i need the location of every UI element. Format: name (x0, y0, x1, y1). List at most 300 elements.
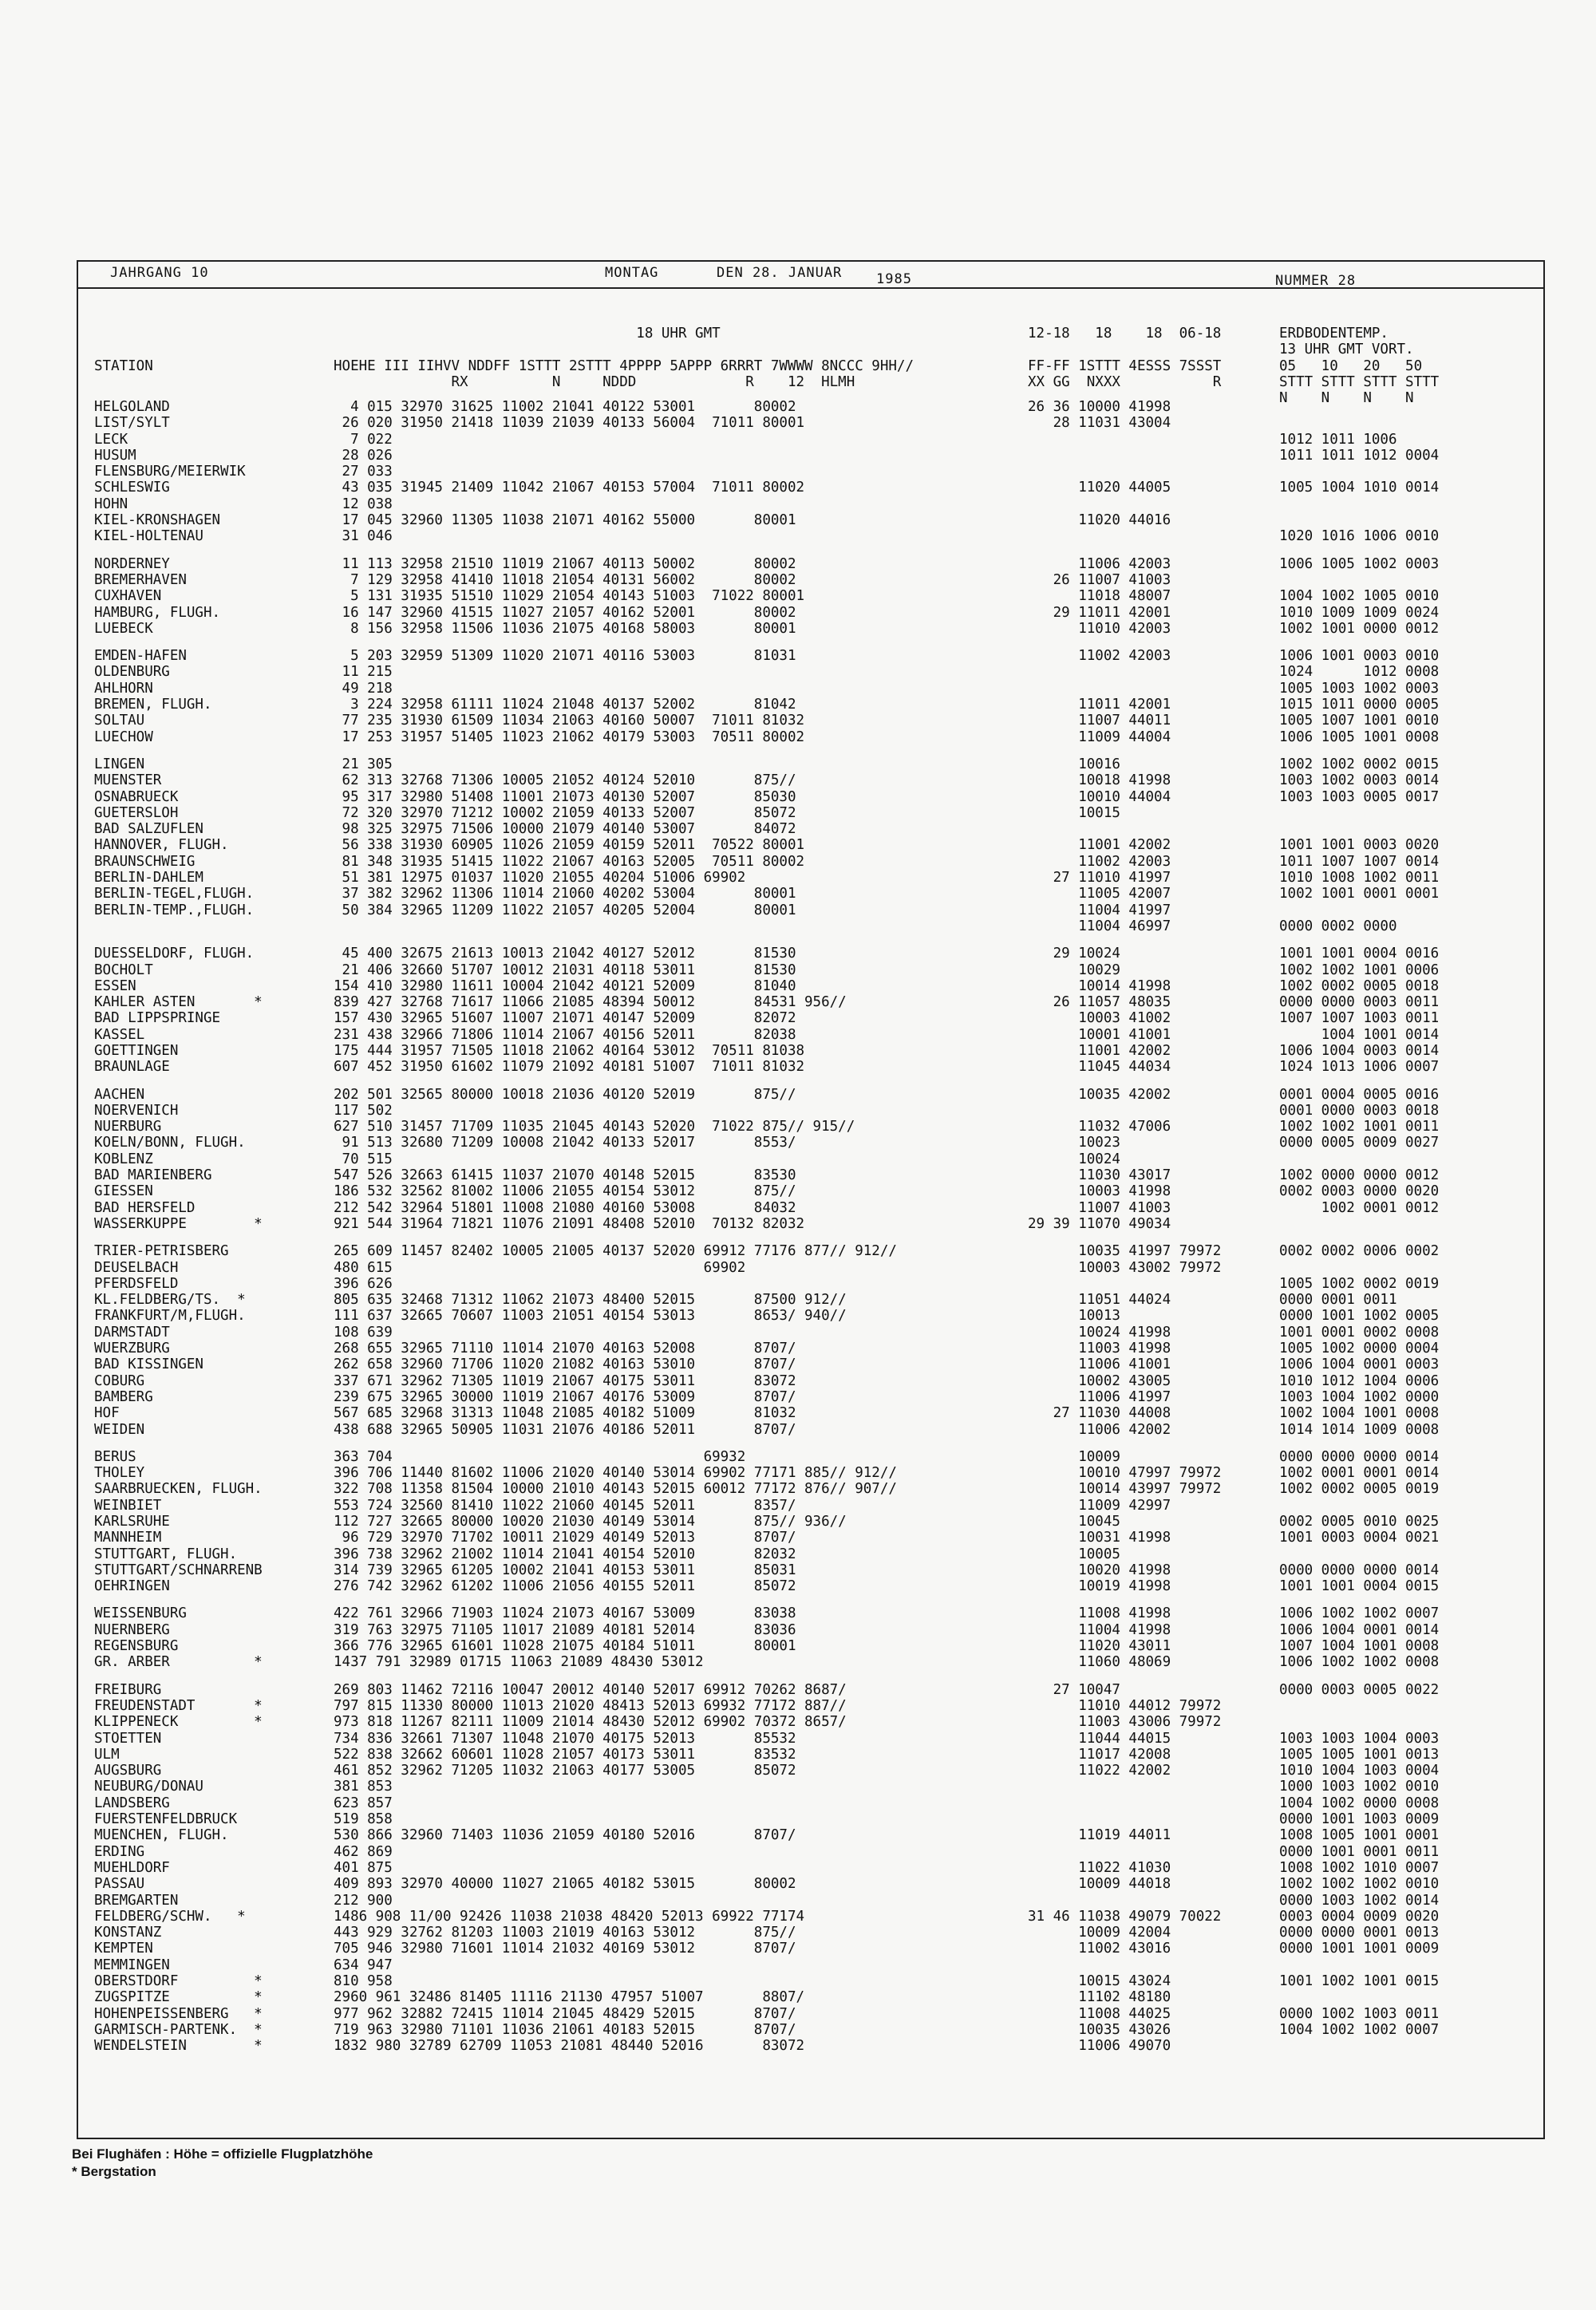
synop-values: 5 131 31935 51510 11029 21054 40143 51003 71022 80001 (334, 588, 805, 605)
period-values: 10029 (1028, 962, 1120, 978)
soil-temp-values: 1006 1002 1002 0008 (1279, 1654, 1440, 1671)
synop-values: 522 838 32662 60601 11028 21057 40173 53011 83532 (334, 1746, 796, 1763)
station-name: STUTTGART/SCHNARRENB (94, 1562, 263, 1578)
period-values: 11003 41998 (1028, 1341, 1171, 1357)
period-values: 10031 41998 (1028, 1530, 1171, 1546)
table-row (86, 496, 1539, 512)
period-values: 11007 44011 (1028, 713, 1171, 729)
period-values: 10010 44004 (1028, 788, 1171, 805)
table-row (86, 805, 1539, 821)
synop-values: 96 729 32970 71702 10011 21029 40149 52013 8707/ (334, 1530, 796, 1546)
station-name: STOETTEN (94, 1730, 162, 1747)
table-row (86, 1605, 1539, 1621)
station-name: BAD HERSFELD (94, 1199, 196, 1216)
period-values: 11006 41001 (1028, 1356, 1171, 1373)
soil-temp-values: 1002 0001 0012 (1279, 1199, 1440, 1216)
table-row (86, 588, 1539, 604)
station-name: SOLTAU (94, 713, 145, 729)
table-row (86, 946, 1539, 962)
station-name: BERLIN-TEGEL,FLUGH. (94, 886, 255, 902)
volume-label: JAHRGANG 10 (110, 265, 209, 281)
period-values: 11008 41998 (1028, 1605, 1171, 1622)
station-name: HELGOLAND (94, 399, 170, 415)
synop-values: 95 317 32980 51408 11001 21073 40130 52007 85030 (334, 788, 796, 805)
station-name: KEMPTEN (94, 1941, 153, 1957)
period-values: 11004 41997 (1028, 902, 1171, 918)
soil-temp-values: 0000 1001 1002 0005 (1279, 1308, 1440, 1325)
period-values: 11009 42997 (1028, 1497, 1171, 1514)
synop-values: 1486 908 11/00 92426 11038 21038 48420 52013 69922 77174 (334, 1908, 805, 1925)
table-row (86, 1010, 1539, 1026)
period-values: 11002 42003 (1028, 648, 1171, 665)
synop-values: 239 675 32965 30000 11019 21067 40176 53009 8707/ (334, 1388, 796, 1405)
station-column-header: STATION (94, 357, 153, 374)
station-name: BERLIN-DAHLEM (94, 870, 203, 886)
period-values: 11011 42001 (1028, 697, 1171, 713)
synop-values: 262 658 32960 71706 11020 21082 40163 53010 8707/ (334, 1356, 796, 1373)
table-row (86, 918, 1539, 934)
period-values: 11009 44004 (1028, 729, 1171, 745)
period-values: 11032 47006 (1028, 1119, 1171, 1135)
table-row (86, 1449, 1539, 1465)
period-column-header: FF-FF 1STTT 4ESSS 7SSST (1028, 357, 1222, 374)
soil-temp-values: 0000 0000 0000 0014 (1279, 1562, 1440, 1578)
table-row (86, 1860, 1539, 1876)
soil-temp-column-header: 05 10 20 50 (1279, 357, 1423, 374)
table-row (86, 1698, 1539, 1714)
station-name: MUENCHEN, FLUGH. (94, 1827, 229, 1844)
synop-values: 5 203 32959 51309 11020 21071 40116 53003 81031 (334, 648, 796, 665)
table-row (86, 1731, 1539, 1747)
synop-values: 62 313 32768 71306 10005 21052 40124 52010 875// (334, 772, 796, 789)
table-row (86, 978, 1539, 994)
station-name: HAMBURG, FLUGH. (94, 604, 221, 621)
period-values: 31 46 11038 49079 70022 (1028, 1908, 1222, 1925)
table-row (86, 1763, 1539, 1779)
soil-temp-values: 0002 0005 0010 0025 (1279, 1514, 1440, 1530)
synop-values: 734 836 32661 71307 11048 21070 40175 52013 85532 (334, 1730, 796, 1747)
station-name: STUTTGART, FLUGH. (94, 1546, 238, 1562)
synop-values: 462 869 (334, 1843, 393, 1860)
period-values: 11102 48180 (1028, 1989, 1171, 2006)
soil-temp-values: 1005 1003 1002 0003 (1279, 680, 1440, 697)
station-name: ERDING (94, 1843, 145, 1860)
table-row (86, 399, 1539, 415)
soil-temp-values: 1011 1007 1007 0014 (1279, 853, 1440, 870)
table-row (86, 1260, 1539, 1276)
table-row (86, 1325, 1539, 1341)
table-row (86, 1578, 1539, 1594)
table-row (86, 648, 1539, 664)
period-values: 11051 44024 (1028, 1292, 1171, 1309)
soil-temp-values: 0001 0004 0005 0016 (1279, 1086, 1440, 1103)
station-name: OEHRINGEN (94, 1578, 170, 1595)
station-name: ULM (94, 1746, 120, 1763)
soil-temp-values: 1002 0000 0000 0012 (1279, 1167, 1440, 1184)
synop-values: 634 947 (334, 1957, 393, 1973)
weekday-label: MONTAG (605, 265, 659, 281)
period-values: 11006 42003 (1028, 555, 1171, 572)
synop-column-header: 18 UHR GMT (334, 326, 721, 342)
synop-values: 480 615 69902 (334, 1259, 746, 1276)
period-values: 28 11031 43004 (1028, 415, 1171, 432)
synop-values: 366 776 32965 61601 11028 21075 40184 51011 80001 (334, 1638, 796, 1655)
soil-temp-values: 1008 1005 1001 0001 (1279, 1827, 1440, 1844)
period-values: 11022 41030 (1028, 1859, 1171, 1876)
period-values: 10019 41998 (1028, 1578, 1171, 1595)
soil-temp-values: 1004 1001 0014 (1279, 1026, 1440, 1043)
synop-values: 567 685 32968 31313 11048 21085 40182 51009 81032 (334, 1405, 796, 1422)
synop-values: 37 382 32962 11306 11014 21060 40202 53004 80001 (334, 886, 796, 902)
soil-temp-values: 1006 1002 1002 0007 (1279, 1605, 1440, 1622)
station-name: BRAUNSCHWEIG (94, 853, 196, 870)
period-values: 11030 43017 (1028, 1167, 1171, 1184)
soil-temp-values: 0000 0003 0005 0022 (1279, 1681, 1440, 1698)
table-row (86, 1292, 1539, 1308)
soil-temp-values: 1015 1011 0000 0005 (1279, 697, 1440, 713)
soil-temp-values: 1020 1016 1006 0010 (1279, 528, 1440, 545)
synop-values: 27 033 (334, 464, 393, 480)
synop-values: 111 637 32665 70607 11003 21051 40154 53013 8653/ 940// (334, 1308, 847, 1325)
table-row (86, 821, 1539, 837)
period-values: 11019 44011 (1028, 1827, 1171, 1844)
station-name: GOETTINGEN (94, 1042, 179, 1059)
period-values: 11001 42002 (1028, 1042, 1171, 1059)
soil-temp-values: 0000 0000 0000 0014 (1279, 1448, 1440, 1465)
station-name: OSNABRUECK (94, 788, 179, 805)
synop-values: 363 704 69932 (334, 1448, 746, 1465)
station-name: WASSERKUPPE * (94, 1215, 263, 1232)
period-values: 11022 42002 (1028, 1763, 1171, 1779)
soil-temp-values: 0000 0001 0011 (1279, 1292, 1397, 1309)
station-name: WEINBIET (94, 1497, 162, 1514)
station-name: NUERNBERG (94, 1621, 170, 1638)
synop-values: 117 502 (334, 1102, 393, 1119)
soil-temp-values: 1006 1005 1001 0008 (1279, 729, 1440, 745)
synop-values: 461 852 32962 71205 11032 21063 40177 53005 85072 (334, 1763, 796, 1779)
station-name: HOHENPEISSENBERG * (94, 2005, 263, 2022)
period-values: 10024 (1028, 1151, 1120, 1167)
synop-values: 112 727 32665 80000 10020 21030 40149 53014 875// 936// (334, 1514, 847, 1530)
synop-values: 70 515 (334, 1151, 393, 1167)
synop-values: 98 325 32975 71506 10000 21079 40140 53007 84072 (334, 821, 796, 838)
synop-values: 553 724 32560 81410 11022 21060 40145 52011 8357/ (334, 1497, 796, 1514)
table-row (86, 1200, 1539, 1216)
period-values: 11010 42003 (1028, 620, 1171, 637)
table-row (86, 664, 1539, 680)
table-row (86, 1167, 1539, 1183)
table-row (86, 1714, 1539, 1730)
table-row (86, 556, 1539, 572)
synop-values: 797 815 11330 80000 11013 21020 48413 52013 69932 77172 887// (334, 1697, 847, 1714)
synop-values: 337 671 32962 71305 11019 21067 40175 53011 83072 (334, 1372, 796, 1389)
soil-temp-values: 1004 1002 0000 0008 (1279, 1795, 1440, 1811)
soil-temp-values: 1003 1003 0005 0017 (1279, 788, 1440, 805)
table-row (86, 464, 1539, 480)
table-row (86, 1682, 1539, 1698)
soil-temp-values: 1006 1004 0001 0003 (1279, 1356, 1440, 1373)
soil-temp-values: 1006 1004 0001 0014 (1279, 1621, 1440, 1638)
station-name: AACHEN (94, 1086, 145, 1103)
table-row (86, 854, 1539, 870)
synop-values: 705 946 32980 71601 11014 21032 40169 53012 8707/ (334, 1941, 796, 1957)
synop-values: 265 609 11457 82402 10005 21005 40137 52020 69912 77176 877// 912// (334, 1243, 897, 1260)
period-values: 10005 (1028, 1546, 1120, 1562)
synop-values: 7 022 (334, 431, 393, 448)
soil-temp-column-header: N N N N (1279, 390, 1414, 407)
synop-values: 16 147 32960 41515 11027 21057 40162 52001 80002 (334, 604, 796, 621)
period-values: 11017 42008 (1028, 1746, 1171, 1763)
table-row (86, 729, 1539, 745)
table-row (86, 1893, 1539, 1909)
period-values: 10009 (1028, 1448, 1120, 1465)
table-row (86, 1103, 1539, 1119)
synop-values: 12 038 (334, 496, 393, 512)
table-row (86, 1925, 1539, 1941)
table-row (86, 1973, 1539, 1989)
station-name: SCHLESWIG (94, 480, 170, 496)
soil-temp-values: 1005 1002 0002 0019 (1279, 1275, 1440, 1292)
soil-temp-values: 0000 1002 1003 0011 (1279, 2005, 1440, 2022)
synop-values: 396 706 11440 81602 11006 21020 40140 53014 69902 77171 885// 912// (334, 1465, 897, 1482)
synop-values: 977 962 32882 72415 11014 21045 48429 52015 8707/ (334, 2005, 796, 2022)
station-name: PASSAU (94, 1876, 145, 1893)
synop-values: 91 513 32680 71209 10008 21042 40133 52017 8553/ (334, 1135, 796, 1151)
synop-values: 422 761 32966 71903 11024 21073 40167 53009 83038 (334, 1605, 796, 1622)
period-column-header: XX GG NXXX R (1028, 373, 1222, 390)
synop-column-header: RX N NDDD R 12 HLMH (334, 373, 855, 390)
table-row (86, 1119, 1539, 1135)
synop-values: 1437 791 32989 01715 11063 21089 48430 53012 (334, 1654, 704, 1671)
synop-values: 81 348 31935 51415 11022 21067 40163 52005 70511 80002 (334, 853, 805, 870)
synop-values: 28 026 (334, 447, 393, 464)
station-name: BOCHOLT (94, 962, 153, 978)
table-row (86, 1373, 1539, 1389)
station-name: EMDEN-HAFEN (94, 648, 187, 665)
table-row (86, 1465, 1539, 1481)
column-header-line (86, 358, 1539, 374)
table-row (86, 1811, 1539, 1827)
station-name: GR. ARBER * (94, 1654, 263, 1671)
synop-values: 396 738 32962 21002 11014 21041 40154 52010 82032 (334, 1546, 796, 1562)
station-name: FUERSTENFELDBRUCK (94, 1811, 238, 1828)
synop-values: 212 900 (334, 1892, 393, 1909)
period-values: 11018 48007 (1028, 588, 1171, 605)
period-values: 29 39 11070 49034 (1028, 1215, 1171, 1232)
table-row (86, 1308, 1539, 1324)
period-values: 11001 42002 (1028, 837, 1171, 854)
period-values: 27 11010 41997 (1028, 870, 1171, 886)
synop-values: 26 020 31950 21418 11039 21039 40133 56004 71011 80001 (334, 415, 805, 432)
soil-temp-values: 1002 1002 1001 0006 (1279, 962, 1440, 978)
header-rule (78, 287, 1543, 289)
station-name: ESSEN (94, 977, 136, 994)
table-row (86, 1389, 1539, 1405)
table-row (86, 870, 1539, 886)
table-row (86, 837, 1539, 853)
period-values: 11044 44015 (1028, 1730, 1171, 1747)
synop-values: 50 384 32965 11209 11022 21057 40205 52004 80001 (334, 902, 796, 918)
soil-temp-values: 1002 1001 0001 0001 (1279, 886, 1440, 902)
period-values: 11006 41997 (1028, 1388, 1171, 1405)
period-values: 10035 43026 (1028, 2021, 1171, 2038)
soil-temp-values: 0000 0000 0003 0011 (1279, 994, 1440, 1011)
synop-values: 175 444 31957 71505 11018 21062 40164 53012 70511 81038 (334, 1042, 805, 1059)
station-name: BAD KISSINGEN (94, 1356, 203, 1373)
soil-temp-values: 1011 1011 1012 0004 (1279, 447, 1440, 464)
soil-temp-values: 0002 0003 0000 0020 (1279, 1183, 1440, 1200)
soil-temp-values: 1002 0002 0005 0019 (1279, 1481, 1440, 1498)
period-values: 10009 42004 (1028, 1925, 1171, 1941)
period-values: 26 36 10000 41998 (1028, 399, 1171, 415)
soil-temp-values: 0000 1001 1001 0009 (1279, 1941, 1440, 1957)
soil-temp-column-header: ERDBODENTEMP. (1279, 326, 1389, 342)
synop-values: 921 544 31964 71821 11076 21091 48408 52010 70132 82032 (334, 1215, 805, 1232)
synop-values: 623 857 (334, 1795, 393, 1811)
synop-values: 381 853 (334, 1779, 393, 1795)
station-name: BRAUNLAGE (94, 1059, 170, 1076)
table-row (86, 994, 1539, 1010)
station-name: FRANKFURT/M,FLUGH. (94, 1308, 246, 1325)
station-name: KL.FELDBERG/TS. * (94, 1292, 246, 1309)
column-header-line (86, 326, 1539, 342)
station-name: NEUBURG/DONAU (94, 1779, 203, 1795)
soil-temp-values: 1002 1002 1001 0011 (1279, 1119, 1440, 1135)
table-row (86, 1654, 1539, 1670)
soil-temp-values: 1003 1004 1002 0000 (1279, 1388, 1440, 1405)
column-header-line (86, 342, 1539, 357)
table-row (86, 1546, 1539, 1562)
station-name: GUETERSLOH (94, 804, 179, 821)
synop-values: 202 501 32565 80000 10018 21036 40120 52019 875// (334, 1086, 796, 1103)
soil-temp-values: 1005 1005 1001 0013 (1279, 1746, 1440, 1763)
table-row (86, 1638, 1539, 1654)
station-name: LUECHOW (94, 729, 153, 745)
footnote-mountain-station: * Bergstation (72, 2164, 156, 2179)
table-row (86, 681, 1539, 697)
period-values: 10024 41998 (1028, 1324, 1171, 1341)
synop-values: 17 253 31957 51405 11023 21062 40179 53003 70511 80002 (334, 729, 805, 745)
table-row (86, 1183, 1539, 1199)
table-row (86, 2006, 1539, 2022)
table-row (86, 1341, 1539, 1356)
period-values: 11002 42003 (1028, 853, 1171, 870)
period-values: 10001 41001 (1028, 1026, 1171, 1043)
soil-temp-values: 0000 0000 0001 0013 (1279, 1925, 1440, 1941)
station-name: LUEBECK (94, 620, 153, 637)
station-name: CUXHAVEN (94, 588, 162, 605)
table-row (86, 1059, 1539, 1075)
synop-values: 17 045 32960 11305 11038 21071 40162 55000 80001 (334, 512, 796, 529)
station-name: BREMERHAVEN (94, 571, 187, 588)
table-row (86, 572, 1539, 588)
soil-temp-values: 1003 1002 0003 0014 (1279, 772, 1440, 789)
station-name: KARLSRUHE (94, 1514, 170, 1530)
table-row (86, 528, 1539, 544)
station-name: KASSEL (94, 1026, 145, 1043)
soil-temp-values: 0000 1003 1002 0014 (1279, 1892, 1440, 1909)
period-values: 29 10024 (1028, 946, 1120, 962)
soil-temp-values: 0000 1001 1003 0009 (1279, 1811, 1440, 1828)
period-values: 10018 41998 (1028, 772, 1171, 789)
station-name: BERUS (94, 1448, 136, 1465)
soil-temp-values: 1005 1002 0000 0004 (1279, 1341, 1440, 1357)
soil-temp-column-header: 13 UHR GMT VORT. (1279, 342, 1414, 358)
period-values: 11020 43011 (1028, 1638, 1171, 1655)
table-row (86, 1795, 1539, 1811)
soil-temp-values: 1007 1007 1003 0011 (1279, 1010, 1440, 1027)
table-row (86, 448, 1539, 464)
synop-values: 276 742 32962 61202 11006 21056 40155 52011 85072 (334, 1578, 796, 1595)
station-name: WEISSENBURG (94, 1605, 187, 1622)
table-row (86, 2038, 1539, 2054)
soil-temp-values: 1001 0001 0002 0008 (1279, 1324, 1440, 1341)
table-row (86, 1027, 1539, 1043)
station-name: KAHLER ASTEN * (94, 994, 263, 1011)
table-row (86, 1481, 1539, 1497)
station-name: DUESSELDORF, FLUGH. (94, 946, 255, 962)
station-name: KOELN/BONN, FLUGH. (94, 1135, 246, 1151)
soil-temp-values: 1010 1012 1004 0006 (1279, 1372, 1440, 1389)
station-name: FELDBERG/SCHW. * (94, 1908, 246, 1925)
soil-temp-column-header: STTT STTT STTT STTT (1279, 373, 1440, 390)
synop-values: 43 035 31945 21409 11042 21067 40153 57004 71011 80002 (334, 480, 805, 496)
table-row (86, 902, 1539, 918)
period-values: 10023 (1028, 1135, 1120, 1151)
table-row (86, 1243, 1539, 1259)
table-row (86, 1909, 1539, 1925)
synop-values: 719 963 32980 71101 11036 21061 40183 52015 8707/ (334, 2021, 796, 2038)
synop-values: 2960 961 32486 81405 11116 21130 47957 51007 8807/ (334, 1989, 805, 2006)
table-row (86, 789, 1539, 805)
station-name: HOF (94, 1405, 120, 1422)
synop-values: 409 893 32970 40000 11027 21065 40182 53015 80002 (334, 1876, 796, 1893)
period-values: 11020 44005 (1028, 480, 1171, 496)
synop-values: 231 438 32966 71806 11014 21067 40156 52011 82038 (334, 1026, 796, 1043)
station-name: BAD SALZUFLEN (94, 821, 203, 838)
table-row (86, 415, 1539, 431)
station-name: BAD MARIENBERG (94, 1167, 212, 1184)
station-name: FLENSBURG/MEIERWIK (94, 464, 246, 480)
soil-temp-values: 1024 1012 0008 (1279, 664, 1440, 681)
table-row (86, 1844, 1539, 1860)
date-label: DEN 28. JANUAR (717, 265, 843, 281)
period-values: 10002 43005 (1028, 1372, 1171, 1389)
station-name: BAMBERG (94, 1388, 153, 1405)
synop-values: 45 400 32675 21613 10013 21042 40127 52012 81530 (334, 946, 796, 962)
soil-temp-values: 1005 1007 1001 0010 (1279, 713, 1440, 729)
station-name: BERLIN-TEMP.,FLUGH. (94, 902, 255, 918)
station-name: REGENSBURG (94, 1638, 179, 1655)
table-row (86, 1087, 1539, 1103)
soil-temp-values: 0000 1001 0001 0011 (1279, 1843, 1440, 1860)
table-row (86, 1151, 1539, 1167)
station-name: BAD LIPPSPRINGE (94, 1010, 221, 1027)
soil-temp-values: 1010 1008 1002 0011 (1279, 870, 1440, 886)
issue-number: NUMMER 28 (1275, 273, 1357, 289)
station-name: AHLHORN (94, 680, 153, 697)
synop-values: 627 510 31457 71709 11035 21045 40143 52020 71022 875// 915// (334, 1119, 855, 1135)
period-values: 10013 (1028, 1308, 1120, 1325)
table-row (86, 621, 1539, 637)
station-name: KIEL-HOLTENAU (94, 528, 203, 545)
soil-temp-values: 1014 1014 1009 0008 (1279, 1421, 1440, 1438)
soil-temp-values: 0003 0004 0009 0020 (1279, 1908, 1440, 1925)
period-values: 10003 41002 (1028, 1010, 1171, 1027)
soil-temp-values: 1012 1011 1006 (1279, 431, 1397, 448)
station-name: OLDENBURG (94, 664, 170, 681)
period-values: 11008 44025 (1028, 2005, 1171, 2022)
